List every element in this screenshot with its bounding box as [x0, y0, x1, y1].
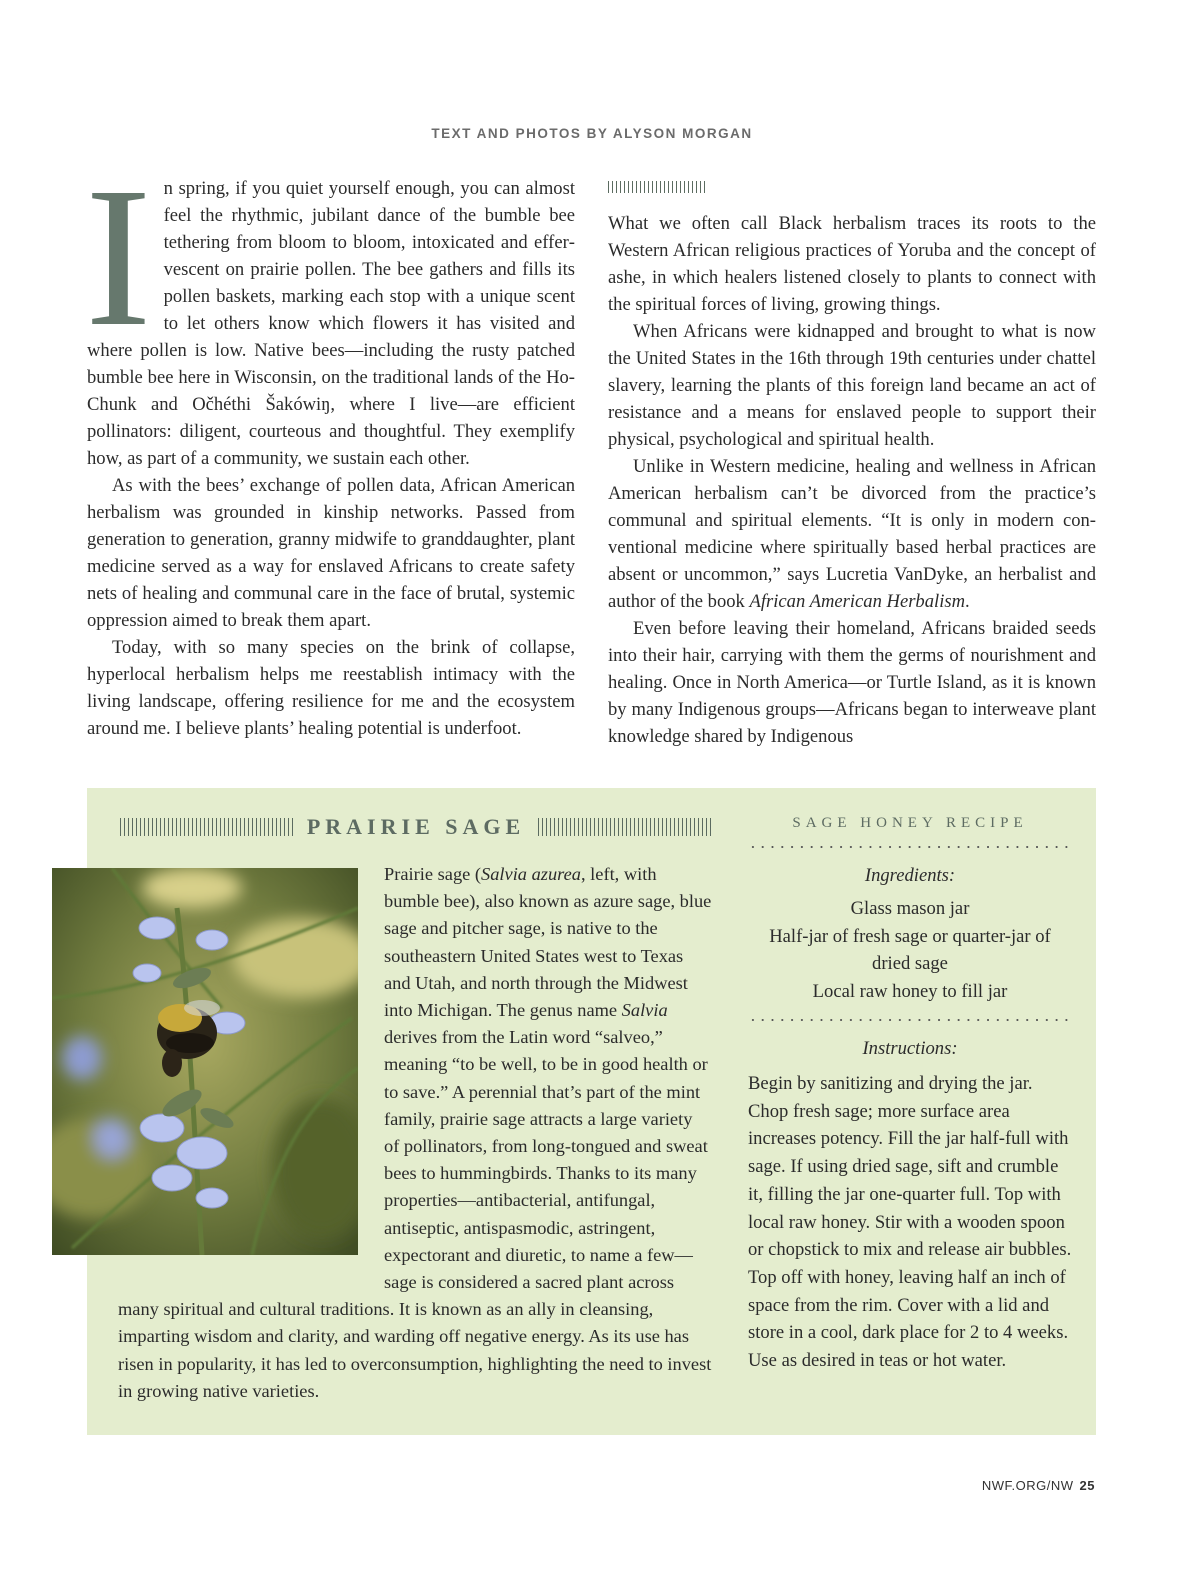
- article-paragraph: As with the bees’ exchange of pollen data, African American herbalism was grounded in kinship networks. Passed from generation to generation, granny midwife to granddaughter, plant medicine served as a way for enslaved Africans to create safety nets of healing and communal care in the face of brutal, systemic oppression aimed to break them apart.: [87, 475, 575, 631]
- recipe-title: SAGE HONEY RECIPE: [792, 815, 1028, 831]
- site-url: NWF.ORG/NW: [981, 1478, 1074, 1493]
- article-paragraph: What we often call Black herbalism traces its roots to the Western African religious practices of Yoruba and the concept of ashe, in which healers listened closely to plants to connect with the spiritual forces of living, growing things.: [608, 213, 1096, 315]
- byline: TEXT AND PHOTOS BY ALYSON MORGAN: [431, 126, 753, 141]
- sidebar-title: PRAIRIE SAGE: [306, 814, 526, 839]
- paragraph-text: .: [965, 591, 970, 612]
- scientific-name: Salvia azurea: [481, 864, 581, 884]
- book-title: African American Herbalism: [749, 591, 966, 612]
- paragraph-text: Unlike in Western medicine, healing and wellness in African American herbalism can’t be divorced from the practice’s communal and spiritual elements. “It is only in modern conventional medicine where spiritually based herbal practices are absent or uncommon,” says Lucretia VanDyke, an herbalist and author of the book: [608, 456, 1096, 612]
- section-divider-ornament: [608, 181, 705, 193]
- title-ornament-right: [538, 818, 712, 836]
- article-paragraph: [85, 147, 575, 472]
- ingredients-heading: Ingredients:: [864, 865, 956, 886]
- paragraph-text: derives from the Latin word “salveo,” meaning “to be well, to be in good health or to save.” A perennial that’s part of the mint family, prairie sage attracts a large variety of pollinators, from long-tongued and sweat bees to hummingbirds. Thanks to its many properties—antibacterial, antifungal, antiseptic, antispasmodic, astringent, expectorant and diuretic, to name a few—sage is considered a sacred plant across many spiritual and cultural traditions. It is known as an ally in cleansing, imparting wisdom and clarity, and warding off negative energy. As its use has risen in popularity, it has led to overconsumption, highlighting the need to invest in growing native varieties.: [118, 1027, 712, 1401]
- instructions-heading: Instructions:: [862, 1038, 958, 1059]
- sage-honey-recipe: [748, 815, 1072, 1375]
- paragraph-text: Prairie sage (: [384, 864, 482, 884]
- article-paragraph: When Africans were kidnapped and brought to what is now the United States in the 16th through 19th centuries under chattel slavery, learning the plants of this foreign land became an act of resistance and a means for enslaved people to support their physical, psychological and spiritual health.: [608, 321, 1096, 450]
- title-ornament-left: [120, 818, 294, 836]
- ingredient-item: Local raw honey to fill jar: [812, 980, 1008, 1002]
- article-column-left: [85, 147, 575, 742]
- photo-text-wrap-spacer: [118, 861, 384, 1291]
- instructions-text: Begin by sanitizing and drying the jar. Chop fresh sage; more surface area increases potency. Fill the jar half-full with sage. If using dried sage, sift and crumble it, filling the jar one-quarter full. Top with local raw honey. Stir with a wooden spoon or chopstick to mix and release air bubbles. Top off with honey, leaving half an inch of space from the rim. Cover with a lid and store in a cool, dark place for 2 to 4 weeks. Use as desired in teas or hot water.: [748, 1073, 1072, 1372]
- sidebar-title-row: [120, 813, 712, 841]
- article-column-right: [608, 175, 1096, 750]
- article-paragraph: Even before leaving their homeland, Africans braided seeds into their hair, carrying with them the germs of nourishment and healing. Once in North America—or Turtle Island, as it is known by many Indigenous groups—Africans began to interweave plant knowledge shared by Indigenous: [608, 618, 1096, 747]
- paragraph-text: n spring, if you quiet yourself enough, you can almost feel the rhythmic, jubilant dance of the bumble bee tethering from bloom to bloom, intoxicated and effervescent on prairie pollen. The bee gathers and fills its pollen baskets, marking each stop with a unique scent to let others know which flowers it has visited and where pollen is low. Native bees—including the rusty patched bumble bee here in Wisconsin, on the traditional lands of the Ho-Chunk and Očhéthi Šakówiŋ, where I live—are efficient pollinators: diligent, courteous and thoughtful. They exemplify how, as part of a community, we sustain each other.: [87, 178, 575, 469]
- genus-name: Salvia: [621, 1000, 668, 1021]
- drop-cap: I: [85, 147, 152, 368]
- article-paragraph: [608, 453, 1096, 615]
- paragraph-text: , left, with bumble bee), also known as azure sage, blue sage and pitcher sage, is native to the southeastern United States west to Texas and Utah, and north through the Midwest into Michigan. The genus name: [384, 864, 712, 1021]
- dotted-divider: [748, 846, 1072, 848]
- page-number: 25: [1079, 1478, 1095, 1493]
- ingredient-item: Glass mason jar: [850, 898, 970, 919]
- page-footer: [982, 1478, 1095, 1493]
- ingredient-item: Half-jar of fresh sage or quarter-jar of dried sage: [769, 925, 1051, 974]
- dotted-divider: [748, 1019, 1072, 1021]
- prairie-sage-text: [118, 861, 712, 1405]
- article-paragraph: Today, with so many species on the brink of collapse, hyperlocal herbalism helps me reestablish intimacy with the living landscape, offering resilience for me and the ecosystem around me. I believe plants’ healing potential is underfoot.: [87, 637, 575, 739]
